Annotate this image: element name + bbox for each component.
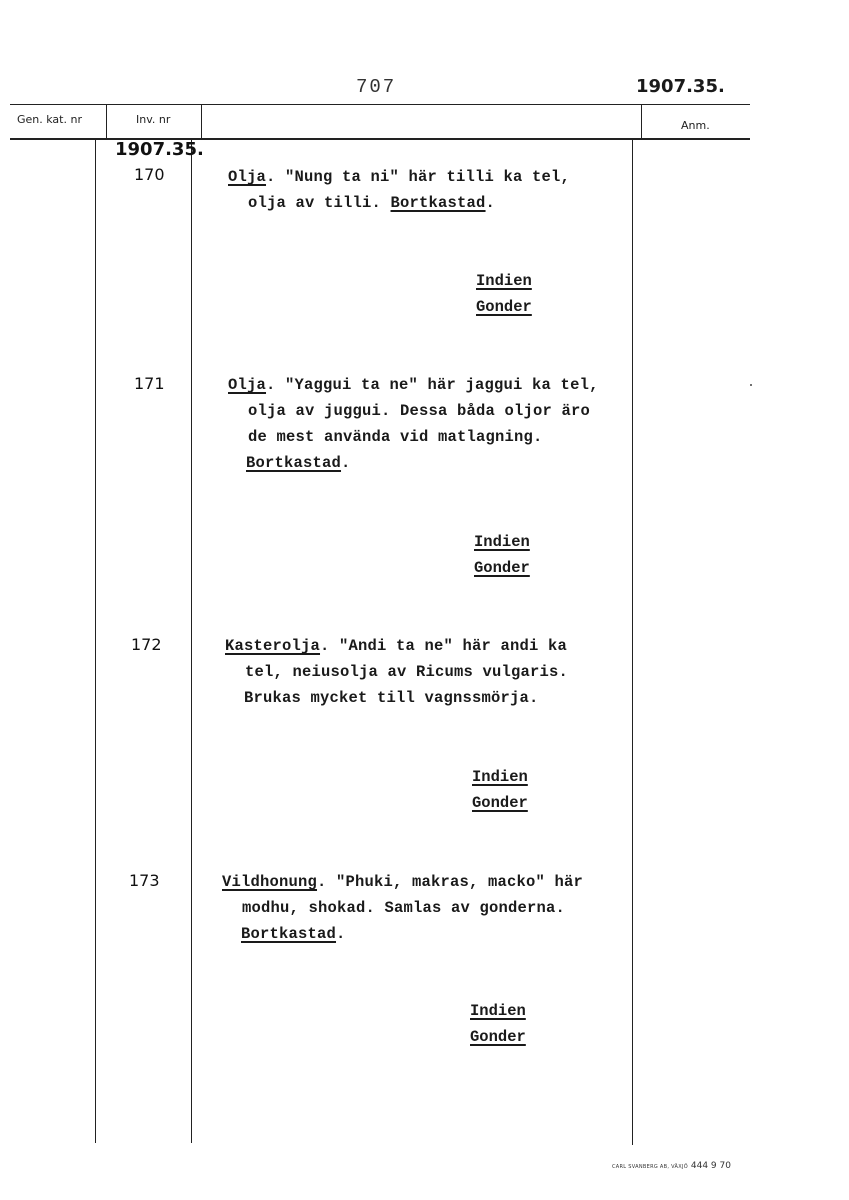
entry-171: Olja. "Yaggui ta ne" här jaggui ka tel, olja av juggui. Dessa båda oljor äro de mest använda vid matlagning. Bortkastad. [228,376,599,472]
entry-text: de mest använda vid matlagning. [248,428,543,446]
form-code: 444 9 70 [690,1161,731,1171]
entry-172 [225,633,568,711]
place-people: Gonder [472,794,528,812]
column-header-inv-nr: Inv. nr [136,113,171,126]
place-people: Gonder [474,559,530,577]
inv-number-173: 173 [129,871,160,890]
column-divider-1-body [95,139,96,1143]
inv-number-172: 172 [131,635,162,654]
entry-item-name: Kasterolja [225,637,321,655]
header-top-rule [10,104,750,105]
place-country: Indien [474,533,530,551]
place-people: Gonder [476,298,532,316]
entry-item-name: Vildhonung [222,873,318,891]
column-divider-1 [106,104,107,138]
inv-number-170: 170 [134,165,165,184]
page-number: 707 [356,76,397,98]
collection-number: 1907.35. [115,139,204,160]
printer-footer [612,1161,731,1171]
page-reference: 1907.35. [636,76,725,97]
inv-number-171: 171 [134,374,165,393]
place-people: Gonder [470,1028,526,1046]
entry-170-place [476,268,532,320]
entry-item-name: Olja [228,168,267,186]
place-country: Indien [476,272,532,290]
column-header-gen-kat-nr: Gen. kat. nr [17,113,82,126]
entry-text: . "Yaggui ta ne" här jaggui ka tel, [266,376,599,394]
entry-text: . "Phuki, makras, macko" här [317,873,584,891]
entry-text: Brukas mycket till vagnssmörja. [244,689,539,707]
column-divider-3-body [632,139,633,1145]
entry-text: olja av tilli. [248,194,391,212]
stray-mark [750,384,752,386]
entry-text: tel, neiusolja av Ricums vulgaris. [245,663,569,681]
place-country: Indien [472,768,528,786]
entry-171-place [474,529,530,581]
entry-173: Vildhonung. "Phuki, makras, macko" här modhu, shokad. Samlas av gonderna. Bortkastad. [222,873,584,943]
column-header-anm: Anm. [681,119,710,132]
entry-text: . "Andi ta ne" här andi ka [320,637,568,655]
place-country: Indien [470,1002,526,1020]
entry-text: olja av juggui. Dessa båda oljor äro [248,402,591,420]
entry-170: Olja. "Nung ta ni" här tilli ka tel, olja av tilli. Bortkastad. [228,168,571,212]
entry-172-place [472,764,528,816]
printer-name: CARL SVANBERG AB, VÄXJÖ [612,1164,689,1170]
entry-text: . "Nung ta ni" här tilli ka tel, [266,168,571,186]
entry-disposal-note: Bortkastad [246,454,342,472]
column-divider-2-body [191,139,192,1143]
entry-173-place [470,998,526,1050]
column-divider-2 [201,104,202,138]
entry-disposal-note: Bortkastad [241,925,337,943]
entry-disposal-note: Bortkastad [390,194,486,212]
entry-text: modhu, shokad. Samlas av gonderna. [242,899,566,917]
column-divider-3 [641,104,642,138]
entry-item-name: Olja [228,376,267,394]
